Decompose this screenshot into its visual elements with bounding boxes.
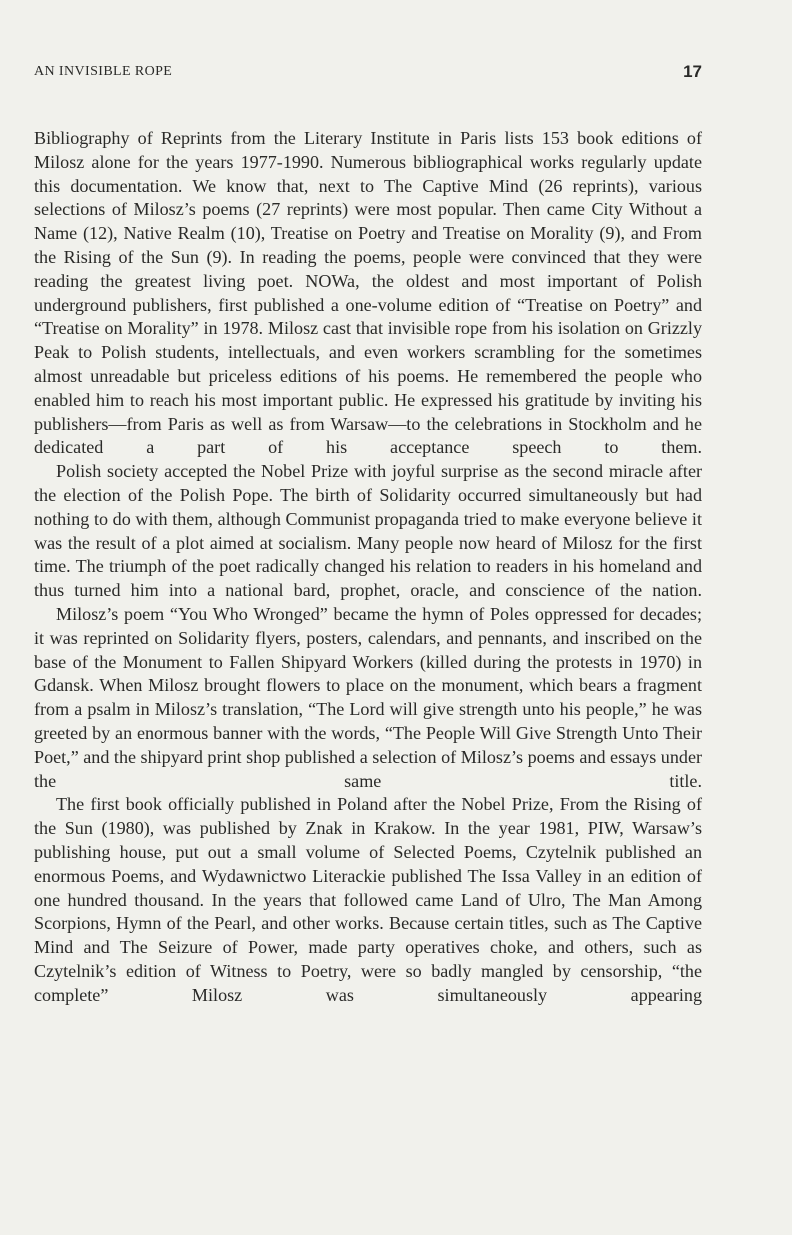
body-text [34,127,702,1007]
paragraph: Polish society accepted the Nobel Prize with joyful surprise as the second miracle after the election of the Polish Pope. The birth of Solidarity occurred simultaneously but had nothing to do with them, although Communist propaganda tried to make everyone believe it was the result of a plot aimed at socialism. Many people now heard of Milosz for the first time. The triumph of the poet radically changed his relation to readers in his homeland and thus turned him into a national bard, prophet, oracle, and conscience of the nation. [34,461,702,601]
running-title: AN INVISIBLE ROPE [34,64,173,79]
paragraph: Bibliography of Reprints from the Literary Institute in Paris lists 153 book editions of Milosz alone for the years 1977-1990. Numerous bibliographical works regularly update this documentation. We know that, next to The Captive Mind (26 reprints), various selections of Milosz’s poems (27 reprints) were most popular. Then came City Without a Name (12), Native Realm (10), Treatise on Poetry and Treatise on Morality (9), and From the Rising of the Sun (9). In reading the poems, people were convinced that they were reading the greatest living poet. NOWa, the oldest and most important of Polish underground publishers, first published a one-volume edition of “Treatise on Poetry” and “Treatise on Morality” in 1978. Milosz cast that invisible rope from his isolation on Grizzly Peak to Polish students, intellectuals, and even workers scrambling for the sometimes almost unreadable but priceless editions of his poems. He remembered the people who enabled him to reach his most important public. He expressed his gratitude by inviting his publishers—from Paris as well as from Warsaw—to the celebrations in Stockholm and he dedicated a part of his acceptance speech to them. [34,128,702,458]
paragraph: The first book officially published in Poland after the Nobel Prize, From the Rising of the Sun (1980), was published by Znak in Krakow. In the year 1981, PIW, Warsaw’s publishing house, put out a small volume of Selected Poems, Czytelnik published an enormous Poems, and Wydawnictwo Literackie published The Issa Valley in an edition of one hundred thousand. In the years that followed came Land of Ulro, The Man Among Scorpions, Hymn of the Pearl, and other works. Because certain titles, such as The Captive Mind and The Seizure of Power, made party operatives choke, and others, such as Czytelnik’s edition of Witness to Poetry, were so badly mangled by censorship, “the complete” Milosz was simultaneously appearing [34,794,702,1005]
paragraph: Milosz’s poem “You Who Wronged” became the hymn of Poles oppressed for decades; it was reprinted on Solidarity flyers, posters, calendars, and pennants, and inscribed on the base of the Monument to Fallen Shipyard Workers (killed during the protests in 1970) in Gdansk. When Milosz brought flowers to place on the monument, which bears a fragment from a psalm in Milosz’s translation, “The Lord will give strength unto his people,” he was greeted by an enormous banner with the words, “The People Will Give Strength Unto Their Poet,” and the shipyard print shop published a selection of Milosz’s poems and essays under the same title. [34,603,702,791]
running-head [34,64,702,86]
page-number: 17 [683,62,702,81]
